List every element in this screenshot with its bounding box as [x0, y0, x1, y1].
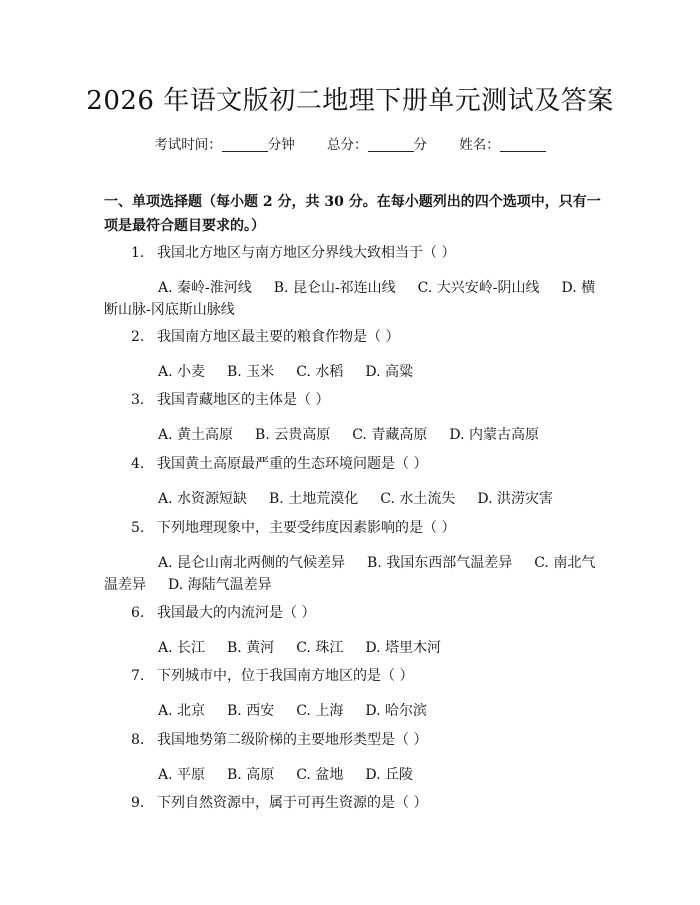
exam-time: [154, 137, 295, 153]
option-a: A. 昆仑山南北两侧的气候差异: [158, 555, 346, 571]
page-title: 2026 年语文版初二地理下册单元测试及答案: [86, 86, 614, 116]
option-c: C. 盆地: [296, 767, 344, 783]
option-c: C. 南北气温差异: [104, 555, 596, 593]
question-text: 我国青藏地区的主体是（ ）: [157, 392, 330, 408]
question-text: 我国地势第二级阶梯的主要地形类型是（ ）: [157, 732, 428, 748]
option-a: A. 小麦: [158, 364, 206, 380]
exam-time-blank: [222, 137, 268, 152]
question-options: [104, 764, 604, 786]
option-b: B. 我国东西部气温差异: [367, 555, 513, 571]
option-b: B. 土地荒漠化: [269, 491, 359, 507]
option-c: C. 水土流失: [380, 491, 456, 507]
total-score-blank: [368, 137, 414, 152]
question-item: [104, 792, 604, 814]
question-options: [104, 637, 604, 659]
question-options: [104, 361, 604, 383]
question-stem: [104, 389, 604, 411]
option-b: B. 昆仑山-祁连山线: [273, 280, 396, 296]
question-item: [104, 665, 604, 722]
exam-info: [0, 133, 700, 153]
option-a: A. 秦岭-淮河线: [158, 280, 252, 296]
question-number: 9.: [131, 795, 145, 811]
question-text: 我国黄土高原最严重的生态环境问题是（ ）: [157, 456, 428, 472]
option-d: D. 海陆气温差异: [168, 577, 272, 593]
option-b: B. 黄河: [227, 640, 275, 656]
question-stem: [104, 453, 604, 475]
question-text: 我国南方地区最主要的粮食作物是（ ）: [157, 329, 400, 345]
option-b: B. 高原: [227, 767, 275, 783]
question-item: [104, 389, 604, 446]
student-name-label: 姓名：: [459, 137, 500, 153]
option-d: D. 塔里木河: [365, 640, 441, 656]
question-number: 2.: [131, 329, 145, 345]
question-text: 下列地理现象中，主要受纬度因素影响的是（ ）: [157, 520, 456, 536]
question-number: 3.: [131, 392, 145, 408]
option-b: B. 西安: [227, 703, 275, 719]
exam-time-unit: 分钟: [267, 137, 295, 153]
option-c: C. 上海: [296, 703, 344, 719]
option-d: D. 洪涝灾害: [477, 491, 553, 507]
section-heading: 一、单项选择题（每小题 2 分，共 30 分。在每小题列出的四个选项中，只有一项是最符合题目要求的。）: [104, 194, 601, 234]
question-number: 8.: [131, 732, 145, 748]
question-text: 我国北方地区与南方地区分界线大致相当于（ ）: [157, 245, 456, 261]
question-stem: [104, 326, 604, 348]
option-a: A. 黄土高原: [158, 427, 234, 443]
option-d: D. 高粱: [365, 364, 413, 380]
option-c: C. 大兴安岭-阴山线: [417, 280, 540, 296]
option-d: D. 横断山脉-冈底斯山脉线: [104, 280, 596, 318]
question-options: [104, 277, 604, 321]
question-item: [104, 326, 604, 383]
question-stem: [104, 602, 604, 624]
question-stem: [104, 517, 604, 539]
question-stem: [104, 729, 604, 751]
option-c: C. 水稻: [296, 364, 344, 380]
question-text: 我国最大的内流河是（ ）: [157, 605, 316, 621]
question-item: [104, 729, 604, 786]
question-number: 5.: [131, 520, 145, 536]
question-number: 4.: [131, 456, 145, 472]
option-d: D. 丘陵: [365, 767, 413, 783]
option-a: A. 北京: [158, 703, 206, 719]
student-name: [459, 137, 546, 153]
question-item: [104, 602, 604, 659]
option-b: B. 玉米: [227, 364, 275, 380]
student-name-blank: [500, 137, 546, 152]
question-number: 1.: [131, 245, 145, 261]
option-c: C. 珠江: [296, 640, 344, 656]
option-a: A. 平原: [158, 767, 206, 783]
question-stem: [104, 792, 604, 814]
question-item: [104, 242, 604, 321]
total-score: [327, 137, 427, 153]
question-stem: [104, 665, 604, 687]
question-stem: [104, 242, 604, 264]
question-text: 下列城市中，位于我国南方地区的是（ ）: [157, 668, 414, 684]
total-score-unit: 分: [413, 137, 427, 153]
option-b: B. 云贵高原: [255, 427, 331, 443]
question-item: [104, 453, 604, 510]
question-options: [104, 700, 604, 722]
option-d: D. 内蒙古高原: [449, 427, 539, 443]
question-number: 7.: [131, 668, 145, 684]
total-score-label: 总分：: [327, 137, 368, 153]
question-options: [104, 424, 604, 446]
question-item: [104, 517, 604, 596]
question-options: [104, 552, 604, 596]
question-options: [104, 488, 604, 510]
option-c: C. 青藏高原: [352, 427, 428, 443]
question-number: 6.: [131, 605, 145, 621]
option-a: A. 水资源短缺: [158, 491, 248, 507]
option-a: A. 长江: [158, 640, 206, 656]
option-d: D. 哈尔滨: [365, 703, 427, 719]
question-text: 下列自然资源中，属于可再生资源的是（ ）: [157, 795, 428, 811]
exam-time-label: 考试时间：: [154, 137, 222, 153]
